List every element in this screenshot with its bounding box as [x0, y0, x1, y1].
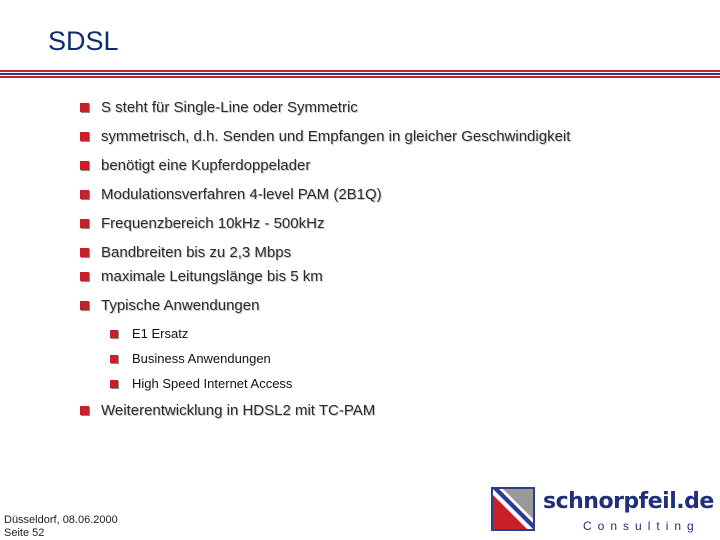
sub-bullet-text: High Speed Internet Access: [132, 376, 293, 391]
footer-page-number: Seite 52: [4, 527, 45, 539]
bullet-item: [80, 99, 358, 116]
bullet-item: [80, 128, 570, 145]
bullet-text: Frequenzbereich 10kHz - 500kHz: [101, 215, 325, 232]
bullet-item: [80, 157, 310, 174]
square-bullet-icon: [80, 161, 89, 170]
sub-bullet-item: [110, 351, 271, 366]
bullet-item: [80, 244, 291, 261]
square-bullet-icon: [80, 190, 89, 199]
slide-footer: [4, 514, 118, 540]
logo-mark-icon: [491, 487, 535, 531]
bullet-text: benötigt eine Kupferdoppelader: [101, 157, 311, 174]
bullet-text: Modulationsverfahren 4-level PAM (2B1Q): [101, 186, 382, 203]
bullet-text: symmetrisch, d.h. Senden und Empfangen in gleicher Geschwindigkeit: [101, 128, 571, 145]
sub-bullet-item: [110, 376, 292, 391]
square-bullet-icon: [110, 330, 118, 338]
square-bullet-icon: [80, 132, 89, 141]
bullet-item: [80, 186, 382, 203]
bullet-item: [80, 268, 323, 285]
sub-bullet-text: Business Anwendungen: [132, 351, 271, 366]
square-bullet-icon: [110, 355, 118, 363]
slide-title: SDSL: [48, 26, 119, 56]
bullet-item: [80, 215, 324, 232]
footer-place-date: Düsseldorf, 08.06.2000: [4, 514, 118, 526]
bullet-item: [80, 297, 259, 314]
square-bullet-icon: [80, 219, 89, 228]
bullet-item: [80, 402, 375, 419]
sub-bullet-item: [110, 326, 188, 341]
company-logo: [491, 487, 714, 535]
square-bullet-icon: [80, 406, 89, 415]
title-rule: [0, 70, 720, 78]
square-bullet-icon: [110, 380, 118, 388]
sub-bullet-text: E1 Ersatz: [132, 326, 189, 341]
logo-tagline: Consulting: [583, 519, 700, 533]
square-bullet-icon: [80, 272, 89, 281]
bullet-text: Bandbreiten bis zu 2,3 Mbps: [101, 244, 292, 261]
square-bullet-icon: [80, 301, 89, 310]
bullet-text: maximale Leitungslänge bis 5 km: [101, 268, 323, 285]
bullet-text: Weiterentwicklung in HDSL2 mit TC-PAM: [101, 402, 376, 419]
square-bullet-icon: [80, 103, 89, 112]
bullet-text: Typische Anwendungen: [101, 297, 260, 314]
logo-name: schnorpfeil.de: [543, 489, 714, 514]
bullet-text: S steht für Single-Line oder Symmetric: [101, 99, 358, 116]
square-bullet-icon: [80, 248, 89, 257]
